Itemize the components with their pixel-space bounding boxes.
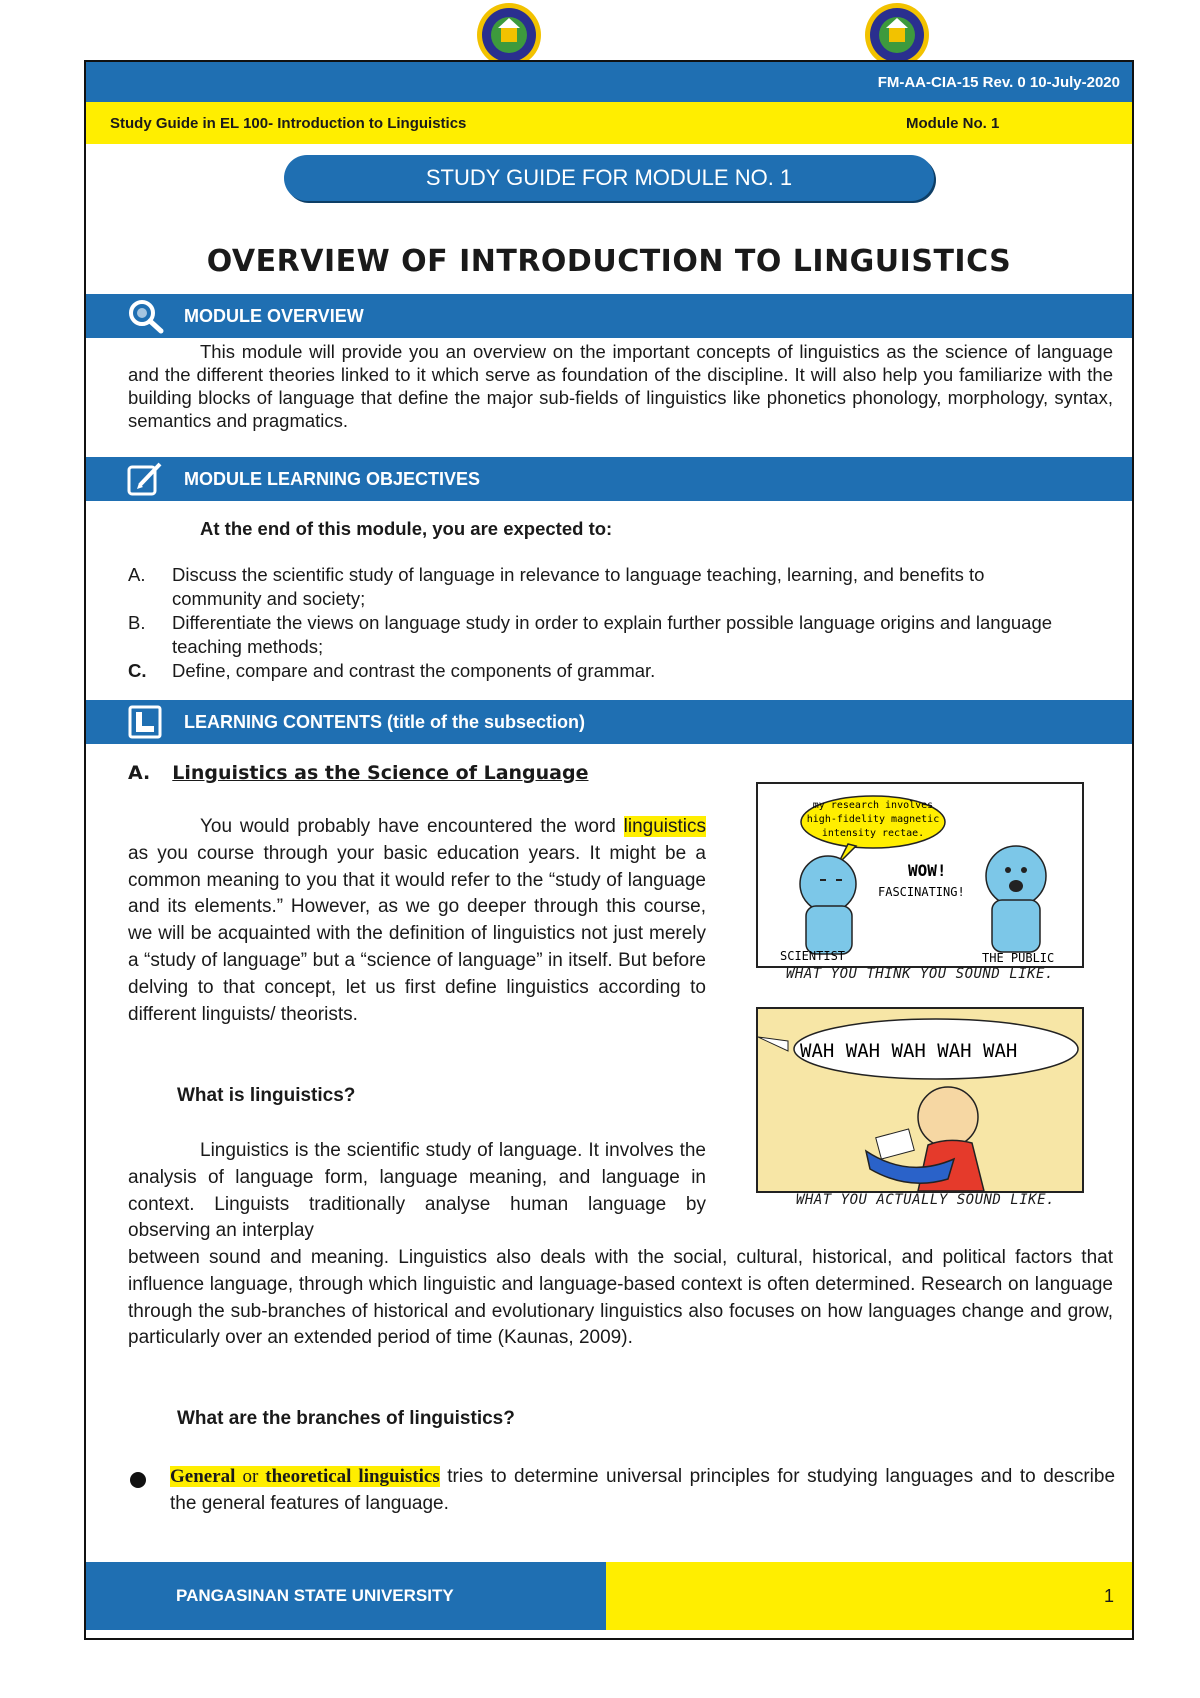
- branch-general-item: General or theoretical linguistics tries to determine universal principles for studying languages and to describe the general features of language.: [170, 1466, 1116, 1514]
- objectives-list: [128, 563, 1078, 683]
- comic-caption-bottom: WHAT YOU ACTUALLY SOUND LIKE.: [796, 1192, 1055, 1208]
- objective-item: A. Discuss the scientific study of language in relevance to language teaching, learning, and benefits to community and society;: [128, 564, 985, 609]
- bullet-dot: [130, 1472, 146, 1488]
- intro-paragraph: You would probably have encountered the word linguistics as you course through your basic education years. It might be a common meaning to you that it would refer to the “study of language and its elements.” However, as we go deeper through this course, we will be acquainted with the definition of linguistics not just merely a “study of language” but a “science of language” in itself. But before delving to that concept, let us first define linguistics according to different linguists/ theorists.: [128, 816, 706, 1025]
- form-code: FM-AA-CIA-15 Rev. 0 10-July-2020: [877, 74, 1120, 91]
- university-seal-left: [462, 2, 556, 68]
- subsection-heading: A. Linguistics as the Science of Language: [128, 762, 589, 784]
- magnifier-icon: [126, 298, 166, 334]
- svg-text:intensity rectae.: intensity rectae.: [821, 828, 925, 839]
- pencil-note-icon: [126, 461, 166, 497]
- section-bar-contents: [86, 700, 1132, 744]
- comic-scientist-panel: [756, 782, 1084, 968]
- question-what-is-linguistics: What is linguistics?: [177, 1085, 356, 1106]
- section-bar-objectives: [86, 457, 1132, 501]
- objective-item: C. Define, compare and contrast the components of grammar.: [128, 660, 656, 681]
- study-guide-title: Study Guide in EL 100- Introduction to Linguistics: [110, 115, 467, 132]
- page-number: 1: [1103, 1586, 1114, 1606]
- header-yellow-band: [86, 102, 1132, 144]
- svg-text:FASCINATING!: FASCINATING!: [878, 885, 965, 899]
- section-label-contents: LEARNING CONTENTS (title of the subsection): [184, 712, 586, 732]
- section-label-overview: MODULE OVERVIEW: [184, 306, 364, 326]
- university-name: PANGASINAN STATE UNIVERSITY: [176, 1586, 454, 1605]
- svg-text:high-fidelity magnetic: high-fidelity magnetic: [806, 814, 940, 825]
- svg-text:WOW!: WOW!: [908, 861, 947, 880]
- comic-caption-top: WHAT YOU THINK YOU SOUND LIKE.: [786, 966, 1054, 982]
- objective-item: B. Differentiate the views on language study in order to explain further possible language origins and language teaching methods;: [128, 612, 1053, 657]
- definition-paragraph-wide: between sound and meaning. Linguistics also deals with the social, cultural, historical, and political factors that influence language, through which linguistic and language-based context is often determined. Research on language through the sub-branches of historical and evolutionary linguistics also focuses on how languages change and grow, particularly over an extended period of time (Kaunas, 2009).: [128, 1247, 1113, 1349]
- svg-text:SCIENTIST: SCIENTIST: [780, 949, 846, 963]
- svg-text:THE PUBLIC: THE PUBLIC: [982, 951, 1055, 965]
- module-number: Module No. 1: [906, 115, 1000, 132]
- book-icon: [126, 704, 166, 740]
- question-branches: What are the branches of linguistics?: [177, 1408, 515, 1429]
- footer-blue-band: [86, 1562, 606, 1630]
- page-title: OVERVIEW OF INTRODUCTION TO LINGUISTICS: [206, 244, 1012, 279]
- section-bar-overview: [86, 294, 1132, 338]
- study-guide-pill: STUDY GUIDE FOR MODULE NO. 1: [284, 155, 934, 201]
- section-label-objectives: MODULE LEARNING OBJECTIVES: [184, 469, 481, 489]
- footer-yellow-band: [606, 1562, 1132, 1630]
- objectives-intro: At the end of this module, you are expected to:: [200, 518, 613, 539]
- overview-paragraph: This module will provide you an overview on the important concepts of linguistics as the science of language and the different theories linked to it which serve as foundation of the discipline. It will also help you familiarize with the building blocks of language that define the major sub-fields of linguistics like phonetics phonology, morphology, syntax, semantics and pragmatics.: [128, 341, 1113, 431]
- university-seal-right: [850, 2, 944, 68]
- svg-text:WAH WAH WAH WAH WAH: WAH WAH WAH WAH WAH: [800, 1040, 1018, 1062]
- svg-text:my research involves: my research involves: [812, 800, 934, 811]
- header-top-band: [86, 62, 1132, 102]
- definition-paragraph-narrow: Linguistics is the scientific study of language. It involves the analysis of language form, language meaning, and language in context. Linguists traditionally analyse human language by observing an interplay: [128, 1140, 706, 1242]
- comic-wah-panel: [756, 1007, 1084, 1193]
